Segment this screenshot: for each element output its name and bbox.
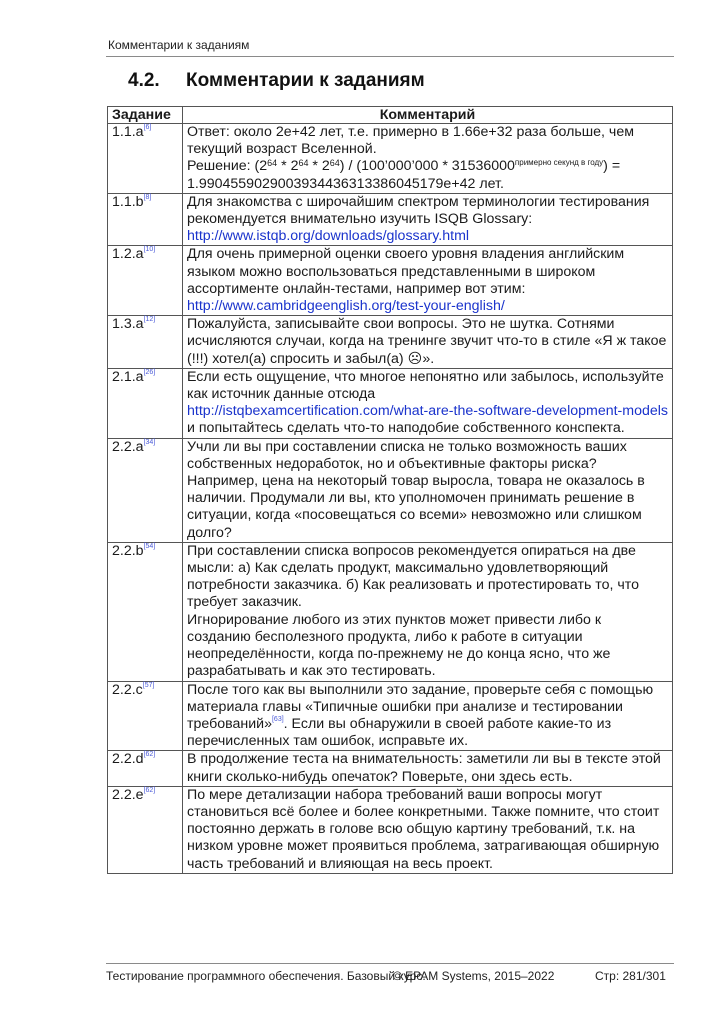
page-ref-link[interactable]: [6] [143,124,152,131]
table-header-row [108,107,673,124]
table-row [108,751,673,786]
task-id: 2.2.b [112,542,144,559]
task-id: 2.2.c [112,681,143,698]
comment-text: При составлении списка вопросов рекомендуется опираться на две мысли: а) Как сделать продукт, максимально удовлетворяющий потребности заказчика. б) Как реализовать и протестировать то, что требует заказчик. [187,542,640,611]
english-test-link[interactable]: http://www.cambridgeenglish.org/test-your-english/ [187,298,505,315]
comment-cell: В продолжение теста на внимательность: заметили ли вы в тексте этой книги сколько-нибудь опечаток? Поверьте, они здесь есть. [183,751,673,786]
footer-divider [106,963,674,964]
comment-text: Игнорирование любого из этих пунктов может привести либо к созданию бесполезного продукта, либо к работе в ситуации неопределённости, когда по-прежнему не до конца ясно, что же разрабатывать и как это тестировать. [187,611,611,680]
task-id: 2.2.a [112,438,144,455]
sdlc-models-link[interactable]: http://istqbexamcertification.com/what-are-the-software-development-models [187,403,669,420]
solution-text: Решение: $(2^{64} * 2^{64} * 2^{64})$ / (100’000’000 * 31536000$^{примерно секунд в году}$) = [187,158,621,175]
table-row [108,786,673,873]
comment-text: и попытайтесь сделать что-то наподобие собственного конспекта. [187,420,625,437]
page-ref-link[interactable]: [62] [143,786,156,794]
task-id: 1.3.a [112,316,144,333]
comment-text: . Если вы обнаружили в своей работе какие-то из перечисленных там ошибок, исправьте их. [187,715,612,750]
inline-ref-link[interactable]: [63] [271,715,284,723]
footer-copyright: © EPAM Systems, 2015–2022 [393,969,555,983]
comment-cell: Учли ли вы при составлении списка не только возможность ваших собственных недоработок, но и объективные факторы риска? Например, цена на некоторый товар выросла, товара не оказалось в наличии. Продумали ли вы, кто уполномочен принимать решение в ситуации, когда «посовещаться со всеми» невозможно или слишком долго? [183,438,673,542]
page-ref-link[interactable]: [57] [142,681,155,689]
page-ref-link[interactable]: [26] [143,368,156,376]
comment-cell [183,681,673,751]
comment-text: Если есть ощущение, что многое непонятно или забылось, используйте как источник данные отсюда [187,368,664,403]
running-header: Комментарии к заданиям [108,38,250,52]
comment-text: Для очень примерной оценки своего уровня владения английским языком можно воспользоваться представленными в широком ассортименте онлайн-тестами, например вот этим: [187,246,625,297]
task-id: 1.1.a [112,124,144,140]
task-id: 1.1.b [112,193,144,210]
task-id: 2.1.a [112,368,144,385]
comment-cell [183,124,673,194]
comment-cell [183,368,673,438]
page-ref-link[interactable]: [10] [143,246,156,254]
comment-text: Для знакомства с широчайшим спектром терминологии тестирования рекомендуется внимательно изучить ISQB Glossary: [187,193,650,228]
task-cell [108,368,183,438]
result-text: 1.9904559029003934436313386045179e+42 лет. [187,175,504,192]
page-ref-link[interactable]: [62] [143,751,156,759]
footer-book-title: Тестирование программного обеспечения. Базовый курс. [106,969,426,983]
task-cell [108,786,183,873]
table-row [108,124,673,194]
table-row [108,316,673,369]
task-id: 2.2.d [112,751,144,768]
comment-cell [183,193,673,246]
page-ref-link[interactable]: [12] [143,316,156,324]
table-row [108,438,673,542]
header-task: Задание [108,107,183,124]
page-ref-link[interactable]: [34] [143,438,156,446]
section-title-text: Комментарии к заданиям [186,70,425,91]
section-number: 4.2. [128,70,160,91]
comments-table [107,106,673,874]
comment-cell: По мере детализации набора требований ваши вопросы могут становиться всё более и более конкретными. Также помните, что стоит постоянно держать в голове всю общую картину требований, т.к. на низком уровне может проявиться проблема, затрагивающая обширную часть требований и влияющая на весь проект. [183,786,673,873]
task-cell [108,316,183,369]
task-id: 2.2.e [112,786,144,803]
glossary-link[interactable]: http://www.istqb.org/downloads/glossary.html [187,228,470,245]
table-row [108,246,673,316]
task-cell [108,542,183,681]
comment-cell [183,246,673,316]
table-row [108,193,673,246]
page-ref-link[interactable]: [54] [143,542,156,550]
comment-cell [183,542,673,681]
task-cell [108,193,183,246]
task-cell [108,438,183,542]
table-row [108,368,673,438]
task-cell [108,751,183,786]
table-row [108,681,673,751]
header-divider [106,56,674,57]
table-row [108,542,673,681]
comment-text: После того как вы выполнили это задание, проверьте себя с помощью материала главы «Типичные ошибки при анализе и тестировании требований» [187,681,654,732]
header-comment: Комментарий [183,107,673,124]
comment-cell: Пожалуйста, записывайте свои вопросы. Это не шутка. Сотнями исчисляются случаи, когда на тренинге звучит что-то в стиле «Я ж такое (!!!) хотел(а) спросить и забыл(а) ☹». [183,316,673,369]
footer-page-number: Стр: 281/301 [595,969,666,983]
task-cell [108,124,183,194]
answer-text: Ответ: около 2e+42 лет, т.е. примерно в 1.66e+32 раза больше, чем текущий возраст Вселенной. [187,124,634,158]
section-title [128,70,425,92]
page-ref-link[interactable]: [8] [143,193,152,201]
task-cell [108,246,183,316]
task-id: 1.2.a [112,246,144,263]
task-cell [108,681,183,751]
